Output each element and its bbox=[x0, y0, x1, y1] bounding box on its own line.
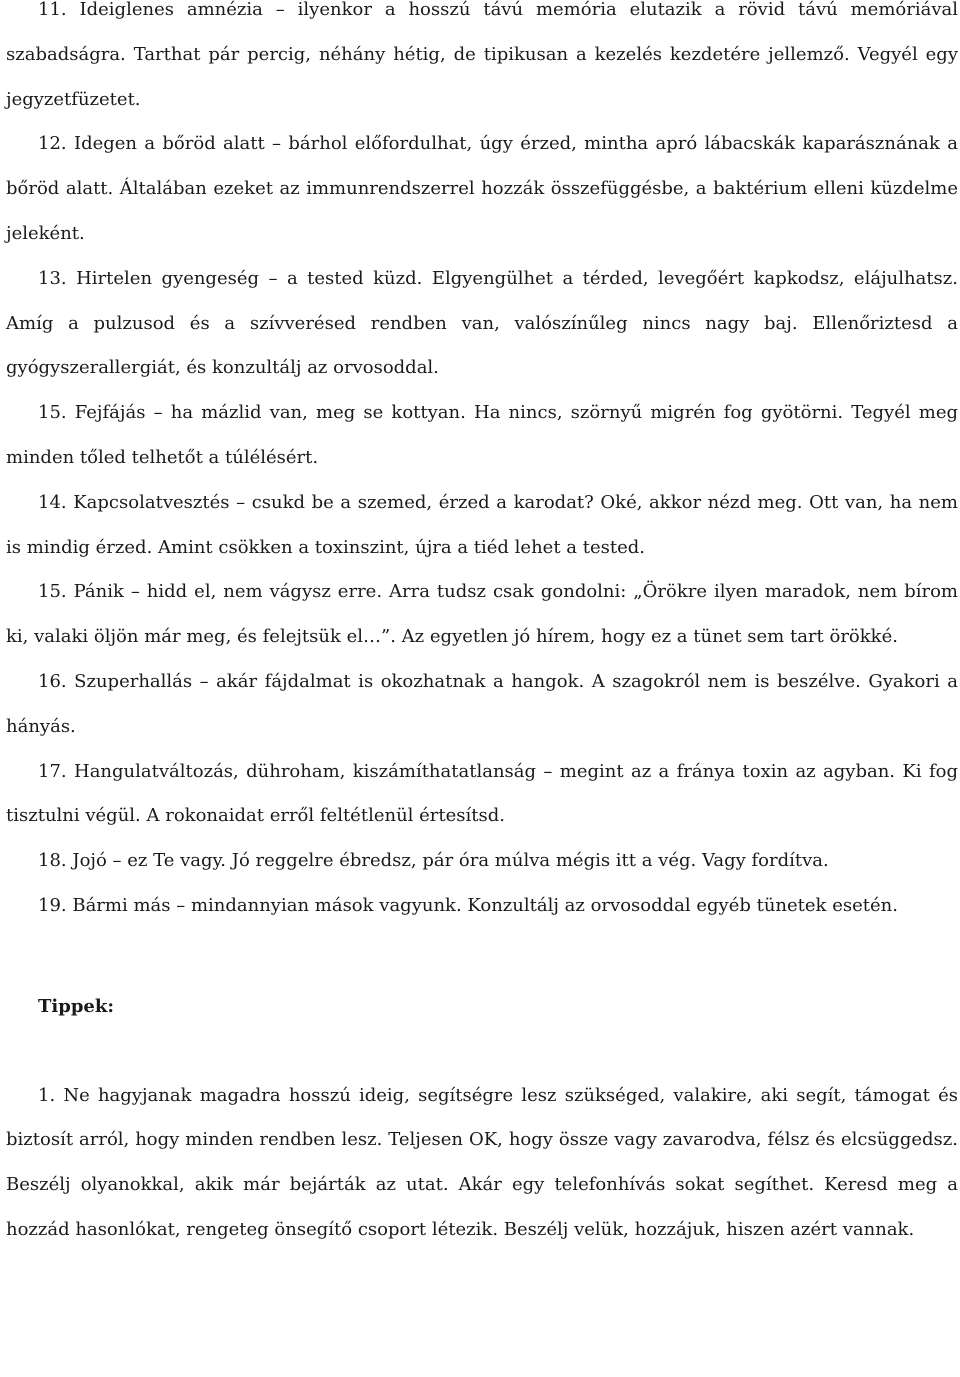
symptom-paragraph-14: 14. Kapcsolatvesztés – csukd be a szemed, érzed a karodat? Oké, akkor nézd meg. Ott van, ha nem is mindig érzed. Amint csökken a toxinszint, újra a tiéd lehet a tested. bbox=[6, 491, 958, 558]
symptom-paragraph-panic: 15. Pánik – hidd el, nem vágysz erre. Arra tudsz csak gondolni: „Örökre ilyen maradok, nem bírom ki, valaki öljön már meg, és felejtsük el…”. Az egyetlen jó hírem, hogy ez a tünet sem tart örökké. bbox=[6, 581, 958, 648]
symptom-paragraph-13: 13. Hirtelen gyengeség – a tested küzd. Elgyengülhet a térded, levegőért kapkodsz, elájulhatsz. Amíg a pulzusod és a szívverésed rendben van, valószínűleg nincs nagy baj. Ellenőriztesd a gyógyszerallergiát, és konzultálj az orvosoddal. bbox=[6, 267, 958, 379]
section-spacer bbox=[6, 929, 958, 985]
symptom-paragraph-12: 12. Idegen a bőröd alatt – bárhol előfordulhat, úgy érzed, mintha apró lábacskák kaparásznának a bőröd alatt. Általában ezeket az immunrendszerrel hozzák összefüggésbe, a baktérium elleni küzdelme jeleként. bbox=[6, 133, 958, 244]
symptom-paragraph-16: 16. Szuperhallás – akár fájdalmat is okozhatnak a hangok. A szagokról nem is beszélve. Gyakori a hányás. bbox=[6, 670, 958, 737]
tips-heading: Tippek: bbox=[38, 995, 114, 1017]
symptom-paragraph-17: 17. Hangulatváltozás, dühroham, kiszámíthatatlanság – megint az a fránya toxin az agyban. Ki fog tisztulni végül. A rokonaidat erről feltétlenül értesítsd. bbox=[6, 760, 958, 827]
symptom-paragraph-19: 19. Bármi más – mindannyian mások vagyunk. Konzultálj az orvosoddal egyéb tünetek esetén. bbox=[38, 894, 898, 916]
section-spacer bbox=[6, 1030, 958, 1074]
symptom-paragraph-headache: 15. Fejfájás – ha mázlid van, meg se kottyan. Ha nincs, szörnyű migrén fog gyötörni. Tegyél meg minden tőled telhetőt a túlélésért. bbox=[6, 402, 958, 468]
tip-paragraph-1: 1. Ne hagyjanak magadra hosszú ideig, segítségre lesz szükséged, valakire, aki segít, támogat és biztosít arról, hogy minden rendben lesz. Teljesen OK, hogy össze vagy zavarodva, félsz és elcsüggedsz. Beszélj olyanokkal, akik már bejárták az utat. Akár egy telefonhívás sokat segíthet. Keresd meg a hozzád hasonlókat, rengeteg önsegítő csoport létezik. Beszélj velük, hozzájuk, hiszen azért vannak. bbox=[6, 1084, 958, 1240]
symptom-paragraph-18: 18. Jojó – ez Te vagy. Jó reggelre ébredsz, pár óra múlva mégis itt a vég. Vagy fordítva. bbox=[38, 850, 829, 872]
symptom-paragraph-11: 11. Ideiglenes amnézia – ilyenkor a hosszú távú memória elutazik a rövid távú memóriával szabadságra. Tarthat pár percig, néhány hétig, de tipikusan a kezelés kezdetére jellemző. Vegyél egy jegyzetfüzetet. bbox=[6, 0, 958, 110]
